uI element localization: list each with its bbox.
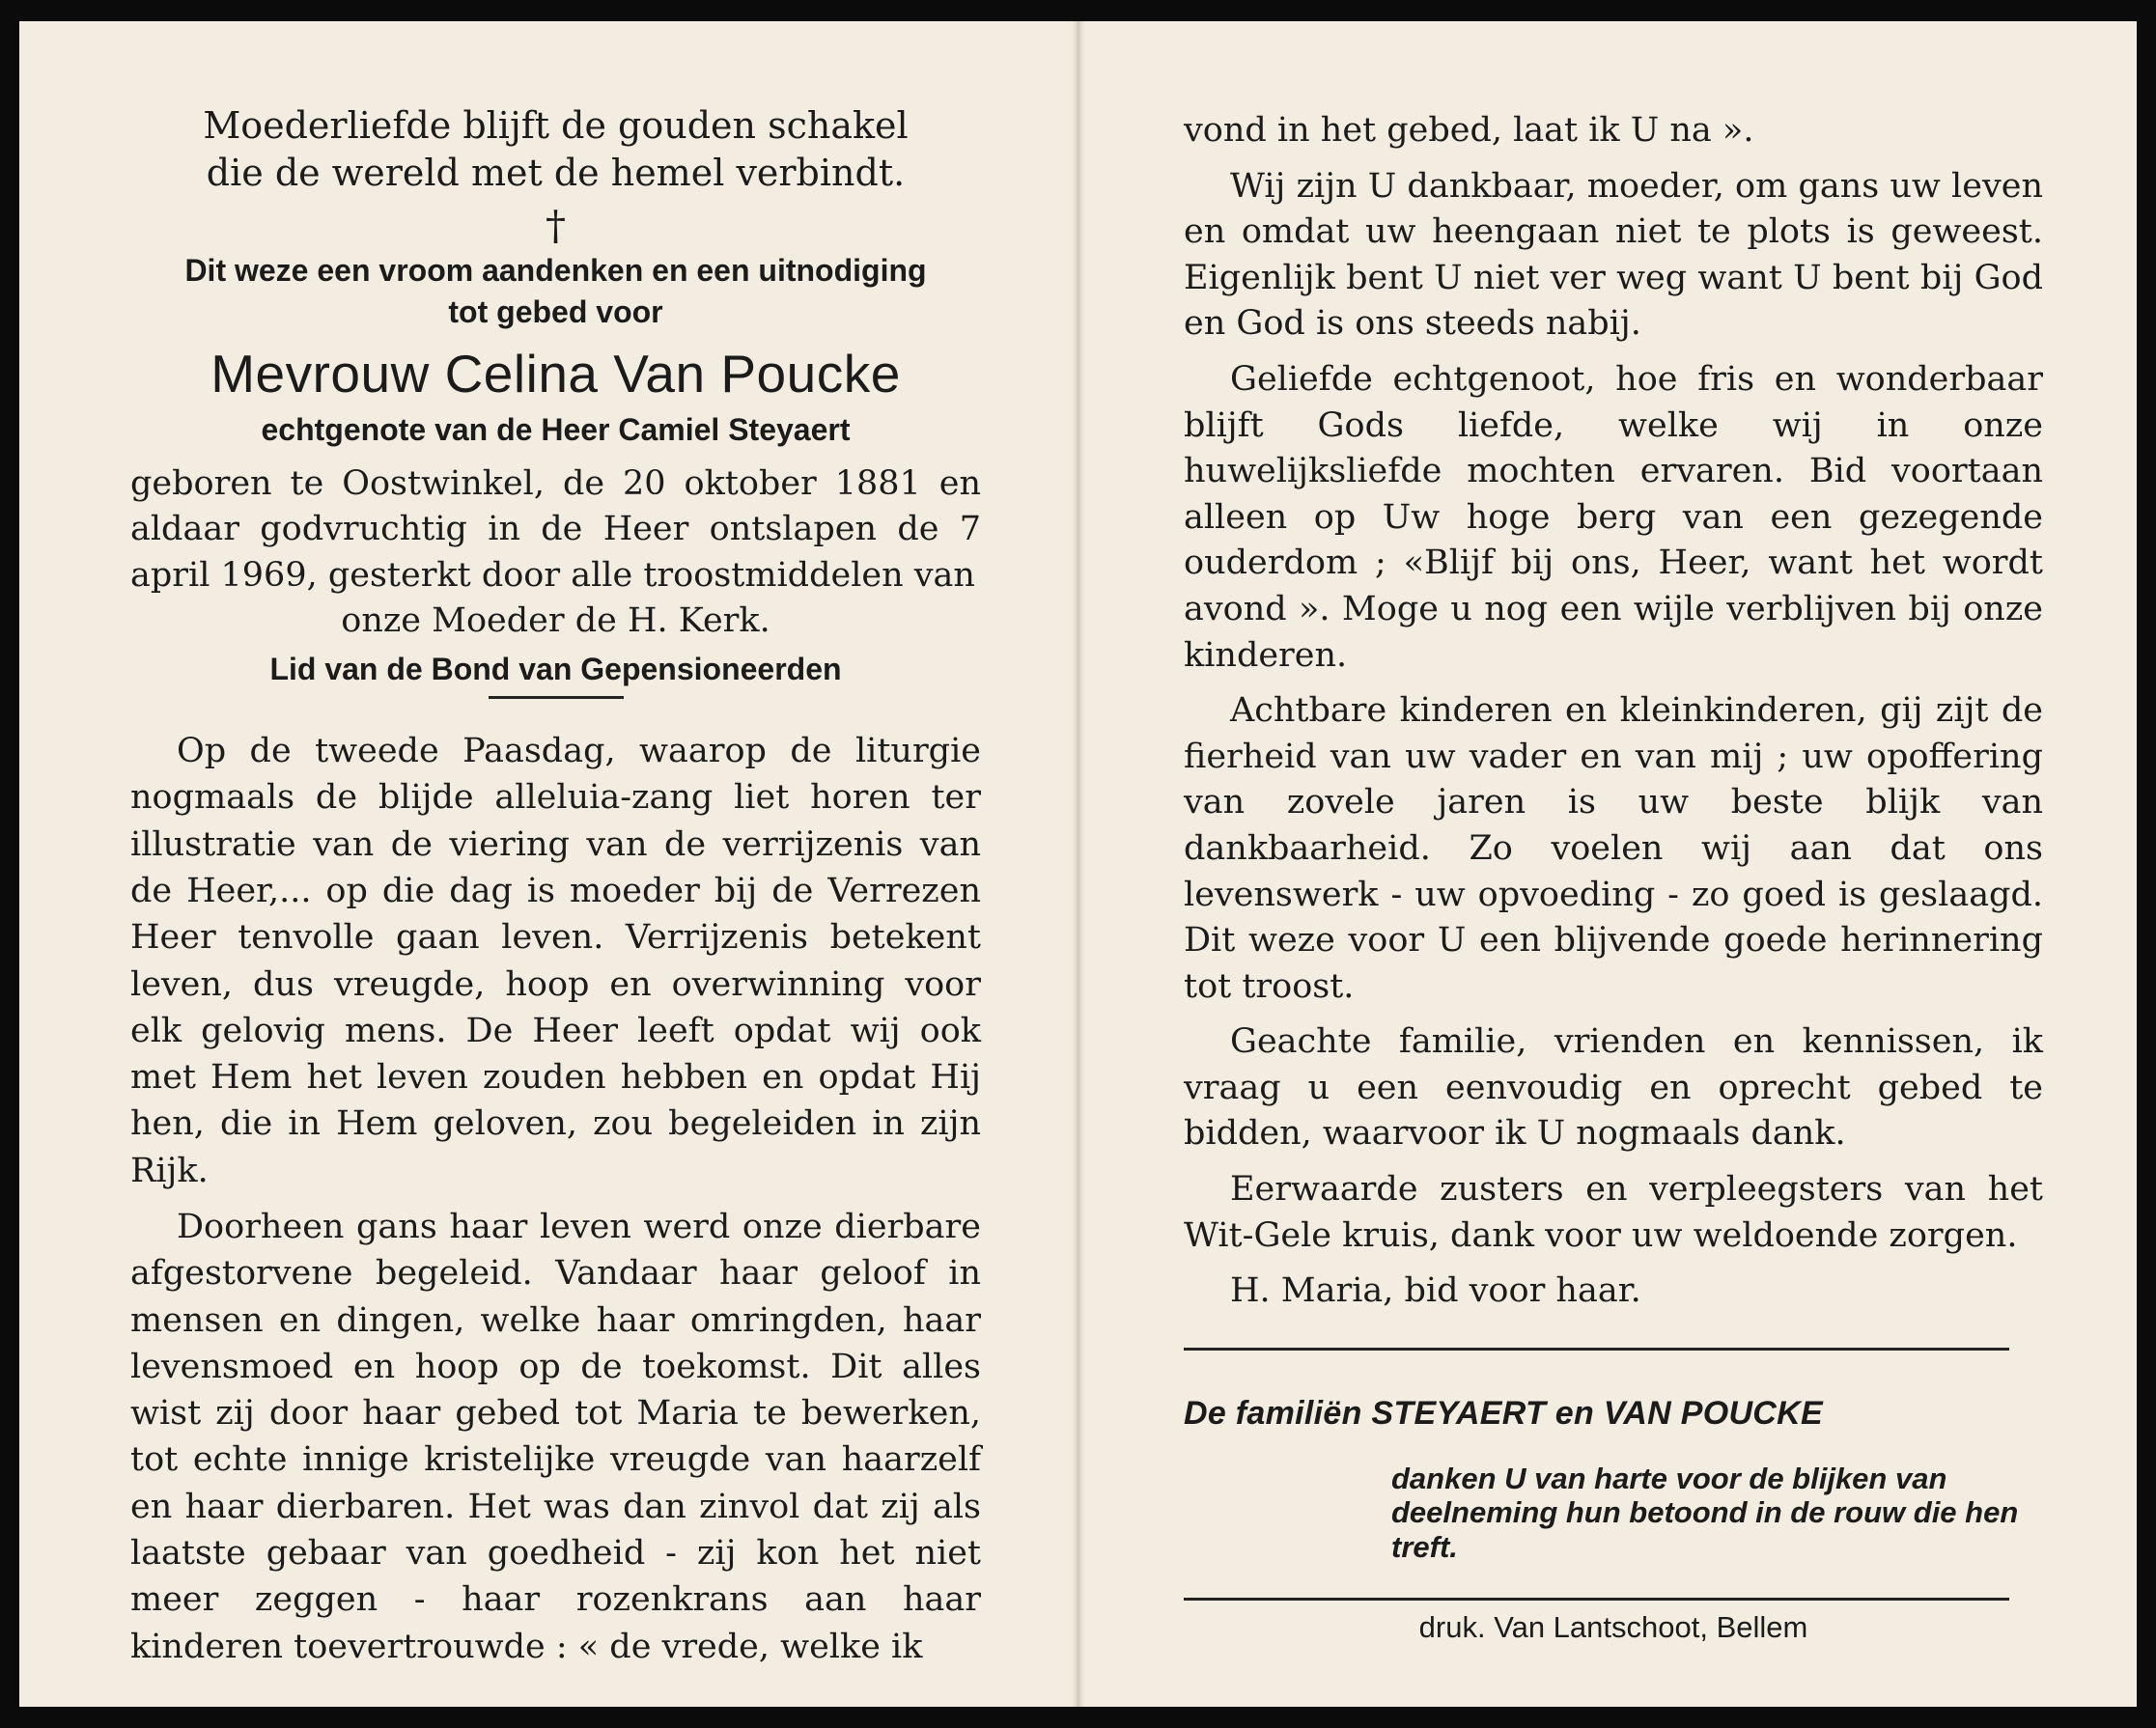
- right-panel: [1078, 21, 2136, 1707]
- birth-death-last-line: onze Moeder de H. Kerk.: [341, 600, 770, 640]
- intro-line-2: tot gebed voor: [448, 294, 663, 330]
- divider: [1184, 1598, 2009, 1601]
- continuation-line: vond in het gebed, laat ik U na ».: [1184, 111, 1754, 150]
- birth-death-text: geboren te Oostwinkel, de 20 oktober 1881 en aldaar godvruchtig in de Heer ontslapen de 7 april 1969, gesterkt door alle troostmiddelen van: [130, 464, 981, 595]
- thanks-text: danken U van harte voor de blijken van deelneming hun betoond in de rouw die hen treft.: [1391, 1461, 2019, 1565]
- body-paragraph: Geachte familie, vrienden en kennissen, ik vraag u een eenvoudig en oprecht gebed te bidden, waarvoor ik U nogmaals dank.: [1184, 1022, 2043, 1154]
- membership-line: Lid van de Bond van Gepensioneerden: [269, 652, 842, 687]
- spouse-line: echtgenote van de Heer Camiel Steyaert: [261, 411, 851, 447]
- body-paragraph: Achtbare kinderen en kleinkinderen, gij zijt de fierheid van uw vader en van mij ; uw opoffering van zovele jaren is uw beste blijk van dankbaarheid. Zo voelen wij aan dat ons levenswerk - uw opvoeding - zo goed is geslaagd. Dit weze voor U een blijvende goede herinnering tot troost.: [1184, 691, 2043, 1006]
- body-paragraph: Geliefde echtgenoot, hoe fris en wonderbaar blijft Gods liefde, welke wij in onze huwelijksliefde mochten ervaren. Bid voortaan alleen op Uw hoge berg van een gezegende ouderdom ; «Blijf bij ons, Heer, want het wordt avond ». Moge u nog een wijle verblijven bij onze kinderen.: [1184, 359, 2043, 675]
- divider: [489, 696, 624, 699]
- body-paragraph: Wij zijn U dankbaar, moeder, om gans uw leven en omdat uw heengaan niet te plots is geweest. Eigenlijk bent U niet ver weg want U bent bij God en God is ons steeds nabij.: [1184, 166, 2043, 344]
- body-paragraph: Op de tweede Paasdag, waarop de liturgie nogmaals de blijde alleluia-zang liet horen ter illustratie van de viering van de verrijzenis van de Heer,... op die dag is moeder bij de Verrezen Heer tenvolle gaan leven. Verrijzenis betekent leven, dus vreugde, hoop en overwinning voor elk gelovig mens. De Heer leeft opdat wij ook met Hem het leven zouden hebben en opdat Hij hen, die in Hem geloven, zou begeleiden in zijn Rijk.: [130, 732, 981, 1190]
- motto-line-1: Moederliefde blijft de gouden schakel: [203, 104, 909, 147]
- divider: [1184, 1348, 2009, 1351]
- body-paragraph: Doorheen gans haar leven werd onze dierbare afgestorvene begeleid. Vandaar haar geloof in mensen en dingen, welke haar omringden, haar levensmoed en hoop op de toekomst. Dit alles wist zij door haar gebed tot Maria te bewerken, tot echte innige kristelijke vreugde van haarzelf en haar dierbaren. Het was dan zinvol dat zij als laatste gebaar van goedheid - zij kon het niet meer zeggen - haar rozenkrans aan haar kinderen toevertrouwde : « de vrede, welke ik: [130, 1207, 981, 1666]
- printer-credit: druk. Van Lantschoot, Bellem: [1418, 1609, 1808, 1644]
- cross-icon: †: [546, 202, 566, 250]
- body-paragraph: Eerwaarde zusters en verpleegsters van het Wit-Gele kruis, dank voor uw weldoende zorgen.: [1184, 1170, 2043, 1255]
- left-panel: [19, 21, 1078, 1707]
- memorial-card: [19, 21, 2137, 1707]
- families-line: De familiën STEYAERT en VAN POUCKE: [1184, 1394, 1823, 1432]
- motto-line-2: die de wereld met de hemel verbindt.: [206, 151, 906, 194]
- intro-line-1: Dit weze een vroom aandenken en een uitnodiging: [184, 253, 927, 289]
- deceased-name: Mevrouw Celina Van Poucke: [210, 343, 901, 404]
- closing-prayer: H. Maria, bid voor haar.: [1230, 1271, 1641, 1311]
